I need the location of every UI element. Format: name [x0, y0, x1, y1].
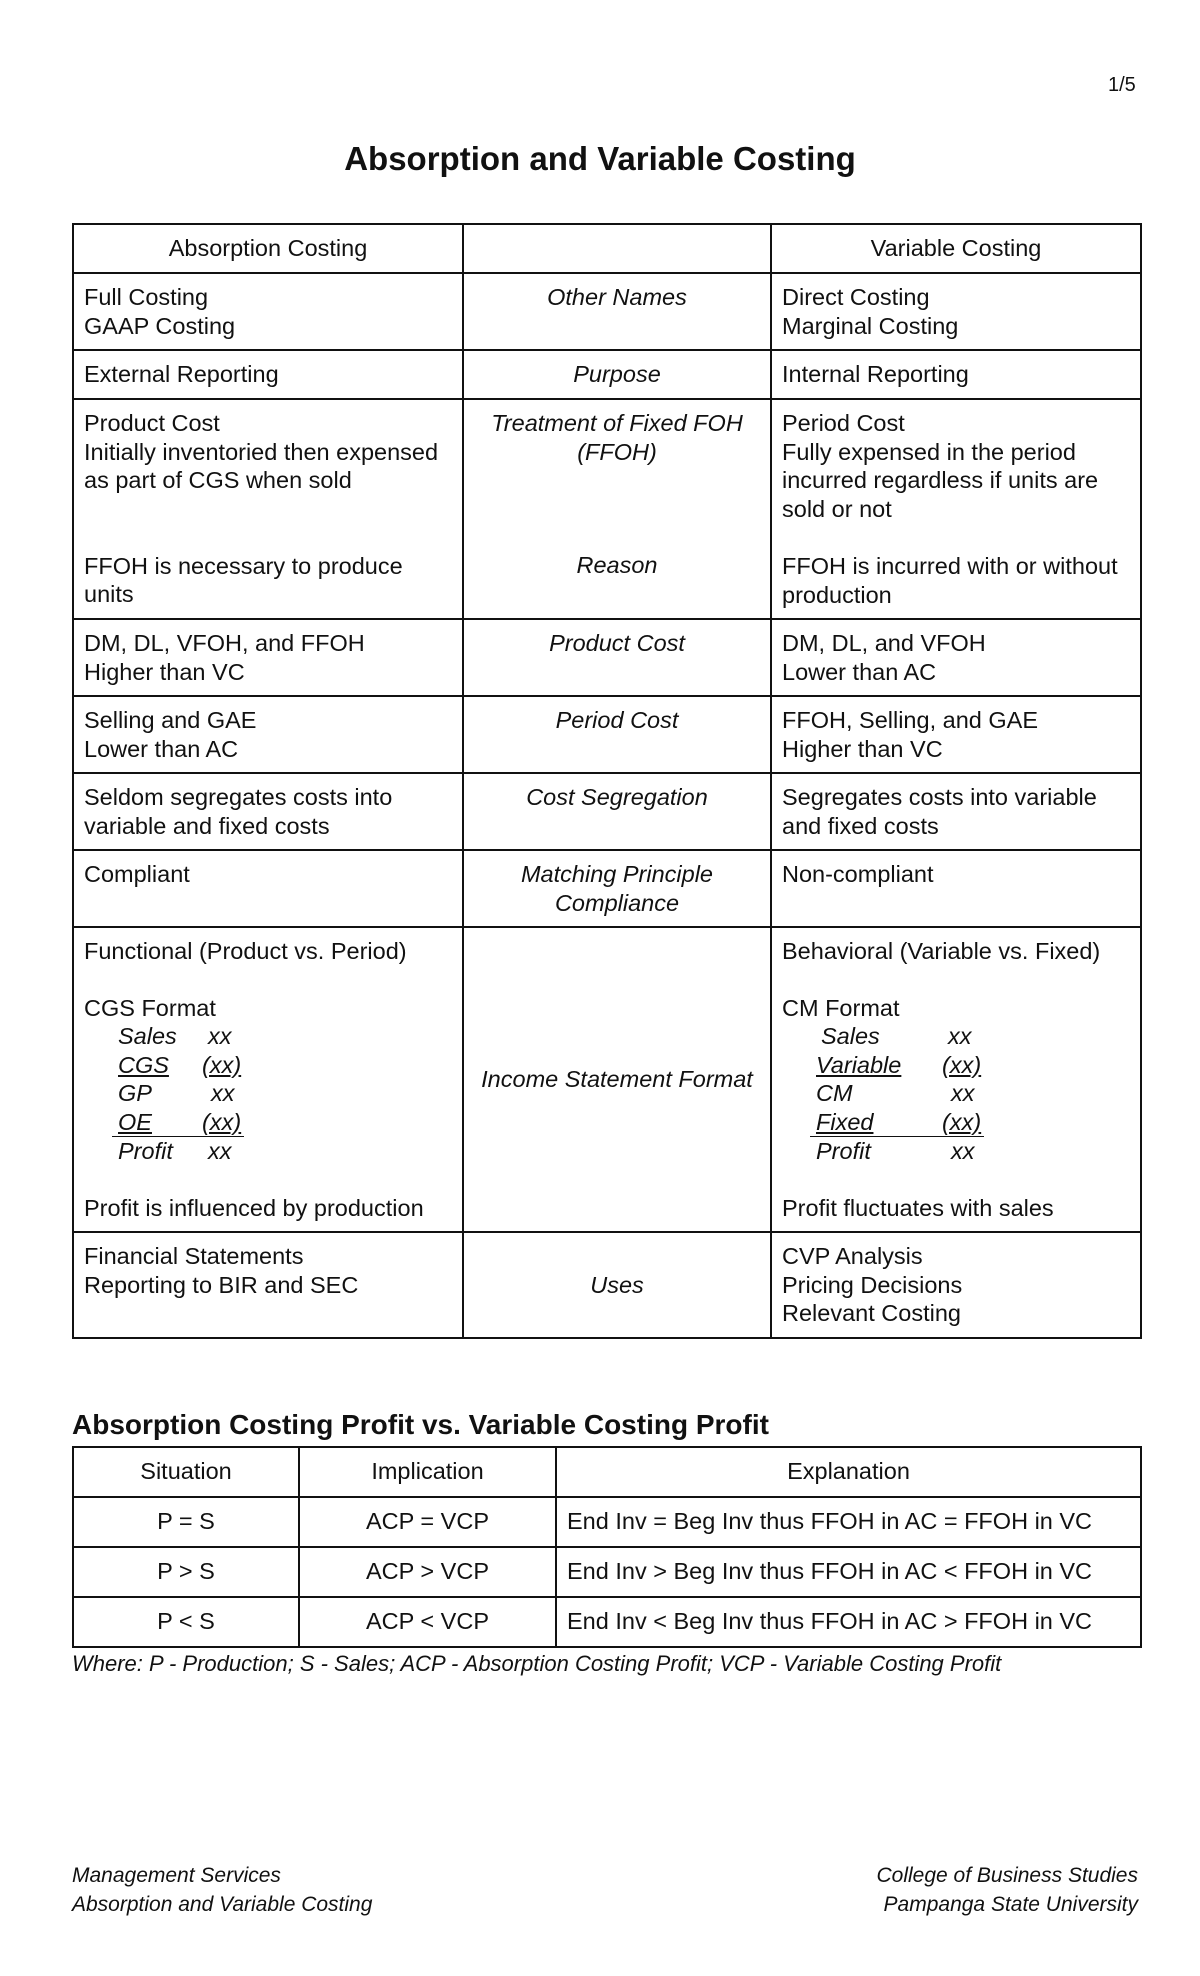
cell-text: units: [84, 581, 134, 607]
stmt-value: xx: [951, 1080, 975, 1106]
stmt-value: xx: [951, 1138, 975, 1164]
section-title: Absorption Costing Profit vs. Variable Costing Profit: [72, 1409, 769, 1440]
table-row: [73, 1597, 1141, 1647]
row-product-cost: [73, 619, 1141, 696]
row-period-cost: [73, 696, 1141, 773]
stmt-label: Fixed: [816, 1108, 874, 1135]
stmt-label: Sales: [118, 1023, 177, 1049]
row-uses: [73, 1232, 1141, 1338]
header-situation: Situation: [73, 1447, 299, 1497]
explanation-cell: End Inv > Beg Inv thus FFOH in AC < FFOH in VC: [556, 1547, 1141, 1597]
header-implication: Implication: [299, 1447, 556, 1497]
table-row: [73, 1547, 1141, 1597]
cell-text: variable and fixed costs: [84, 812, 330, 839]
footer-college: College of Business Studies: [876, 1864, 1138, 1887]
implication-cell: ACP < VCP: [299, 1597, 556, 1647]
table-header-row: [73, 224, 1141, 273]
footer-right: [877, 1861, 1139, 1919]
cell-text: Marginal Costing: [782, 312, 959, 339]
cell-text: Internal Reporting: [782, 361, 969, 387]
cell-text: Reporting to BIR and SEC: [84, 1271, 359, 1298]
situation-cell: P < S: [73, 1597, 299, 1647]
criterion-label: Product Cost: [549, 630, 685, 656]
stmt-label: CGS: [118, 1051, 169, 1078]
cell-text: Profit is influenced by production: [84, 1194, 424, 1221]
stmt-label: CM: [816, 1080, 853, 1106]
criterion-label: Period Cost: [555, 707, 679, 733]
stmt-label: GP: [118, 1080, 152, 1106]
stmt-value: (xx): [202, 1108, 242, 1135]
explanation-cell: End Inv < Beg Inv thus FFOH in AC > FFOH in VC: [556, 1597, 1141, 1647]
cell-text: incurred regardless if units are: [782, 467, 1099, 493]
cell-text: Fully expensed in the period: [782, 438, 1076, 465]
cell-text: Initially inventoried then expensed: [84, 438, 439, 465]
situation-cell: P = S: [73, 1497, 299, 1547]
cell-text: External Reporting: [84, 361, 279, 387]
header-explanation: Explanation: [556, 1447, 1141, 1497]
cell-text: Non-compliant: [782, 861, 934, 887]
stmt-label: Profit: [816, 1138, 871, 1164]
page-title: Absorption and Variable Costing: [344, 140, 856, 177]
criterion-label: Matching Principle: [520, 861, 713, 887]
stmt-label: Sales: [821, 1023, 880, 1049]
criterion-label: Cost Segregation: [526, 784, 708, 810]
table-row: [73, 1497, 1141, 1547]
cell-text: DM, DL, and VFOH: [782, 630, 986, 656]
stmt-value: (xx): [202, 1051, 242, 1078]
cell-text: and fixed costs: [782, 812, 939, 839]
cell-text: production: [782, 581, 892, 608]
row-ffoh-treatment: [73, 399, 1141, 619]
footer-course: Management Services: [72, 1864, 281, 1887]
cell-text: Period Cost: [782, 410, 905, 436]
criterion-label: Purpose: [573, 361, 661, 387]
implication-cell: ACP > VCP: [299, 1547, 556, 1597]
cell-text: Higher than VC: [782, 735, 943, 762]
cell-text: CVP Analysis: [782, 1243, 923, 1269]
row-income-statement: [73, 927, 1141, 1232]
comparison-table: [72, 223, 1142, 1339]
cell-text: Direct Costing: [782, 284, 930, 310]
cell-text: Profit fluctuates with sales: [782, 1194, 1054, 1221]
legend-note: Where: P - Production; S - Sales; ACP - Absorption Costing Profit; VCP - Variable Costing Profit: [72, 1651, 1002, 1676]
stmt-value: xx: [211, 1080, 235, 1106]
cell-text: Higher than VC: [84, 658, 245, 685]
stmt-value: xx: [948, 1023, 972, 1049]
criterion-label: Uses: [590, 1271, 644, 1298]
implication-cell: ACP = VCP: [299, 1497, 556, 1547]
criterion-label: Reason: [576, 552, 658, 578]
cell-text: CGS Format: [84, 994, 216, 1021]
header-absorption: Absorption Costing: [73, 224, 463, 273]
stmt-value: xx: [208, 1023, 232, 1049]
criterion-label: Other Names: [547, 284, 687, 310]
cell-text: Financial Statements: [84, 1243, 304, 1269]
row-matching-principle: [73, 850, 1141, 927]
stmt-label: OE: [118, 1108, 152, 1135]
cell-text: Pricing Decisions: [782, 1271, 963, 1298]
cell-text: Lower than AC: [782, 658, 937, 685]
cell-text: FFOH is necessary to produce: [84, 552, 403, 579]
cell-text: GAAP Costing: [84, 312, 236, 339]
cell-text: Lower than AC: [84, 735, 239, 762]
profit-comparison-table: [72, 1446, 1142, 1648]
row-other-names: [73, 273, 1141, 350]
page-number: 1/5: [1108, 74, 1136, 96]
criterion-label: Compliance: [554, 889, 680, 916]
stmt-value: xx: [208, 1138, 232, 1164]
situation-cell: P > S: [73, 1547, 299, 1597]
cell-text: Functional (Product vs. Period): [84, 938, 407, 964]
criterion-label: Treatment of Fixed FOH: [491, 410, 743, 436]
cell-text: CM Format: [782, 994, 900, 1021]
table-header-row: [73, 1447, 1141, 1497]
cell-text: FFOH, Selling, and GAE: [782, 707, 1038, 733]
cell-text: FFOH is incurred with or without: [782, 553, 1118, 579]
cell-text: Behavioral (Variable vs. Fixed): [782, 938, 1101, 964]
header-middle: [463, 224, 771, 273]
footer-university: Pampanga State University: [883, 1893, 1138, 1916]
cell-text: Product Cost: [84, 410, 220, 436]
stmt-label: Variable: [816, 1051, 902, 1078]
stmt-value: (xx): [942, 1108, 982, 1135]
cell-text: Seldom segregates costs into: [84, 784, 393, 810]
cell-text: as part of CGS when sold: [84, 467, 352, 493]
criterion-label: Income Statement Format: [481, 1066, 753, 1093]
cm-format-statement: [816, 1022, 1130, 1166]
footer-topic: Absorption and Variable Costing: [72, 1893, 373, 1916]
stmt-value: (xx): [942, 1051, 982, 1078]
stmt-label: Profit: [118, 1138, 173, 1164]
cgs-format-statement: [118, 1022, 452, 1166]
cell-text: Compliant: [84, 861, 190, 887]
explanation-cell: End Inv = Beg Inv thus FFOH in AC = FFOH in VC: [556, 1497, 1141, 1547]
cell-text: DM, DL, VFOH, and FFOH: [84, 630, 365, 656]
footer-left: [72, 1861, 372, 1919]
row-purpose: [73, 350, 1141, 399]
cell-text: Full Costing: [84, 284, 209, 310]
criterion-label: (FFOH): [577, 438, 657, 465]
cell-text: Relevant Costing: [782, 1300, 961, 1326]
header-variable: Variable Costing: [771, 224, 1141, 273]
cell-text: Selling and GAE: [84, 707, 257, 733]
row-cost-segregation: [73, 773, 1141, 850]
cell-text: sold or not: [782, 495, 892, 522]
cell-text: Segregates costs into variable: [782, 784, 1097, 810]
